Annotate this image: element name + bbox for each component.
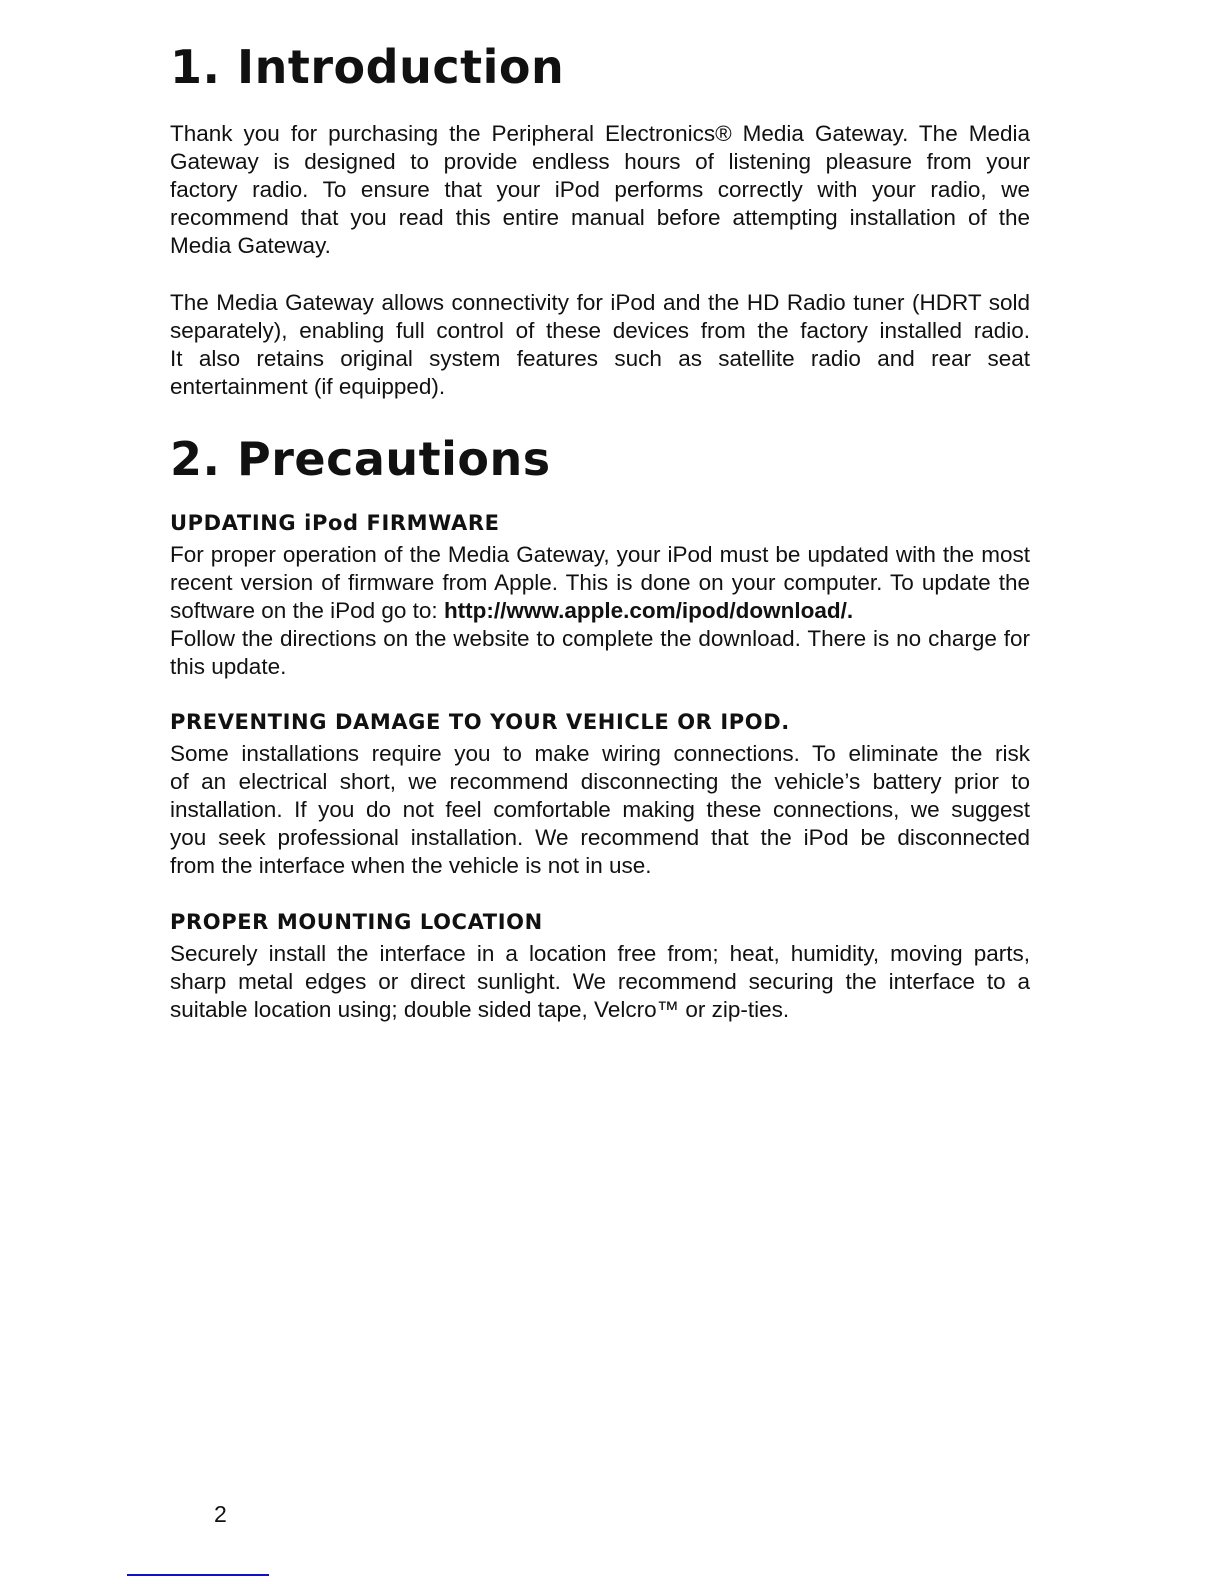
text-line: Some installations require you to make wiring connections. To eliminate the risk <box>170 741 1030 766</box>
download-url-link[interactable]: http://www.apple.com/ipod/download/. <box>443 598 854 623</box>
text-line: from the interface when the vehicle is not in use. <box>170 853 652 878</box>
subheading-damage: PREVENTING DAMAGE TO YOUR VEHICLE OR IPOD. <box>170 710 790 734</box>
text-line: Follow the directions on the website to complete the download. There is no charge for <box>170 626 1030 651</box>
text-line: Media Gateway. <box>170 233 331 258</box>
text-line: recommend that you read this entire manual before attempting installation of the <box>170 205 1030 230</box>
text-line <box>170 597 1030 625</box>
text-line: entertainment (if equipped). <box>170 374 446 399</box>
mounting-paragraph <box>170 940 1030 1024</box>
subheading-firmware: UPDATING iPod FIRMWARE <box>170 511 500 535</box>
text-line: factory radio. To ensure that your iPod performs correctly with your radio, we <box>170 177 1030 202</box>
text-line: Securely install the interface in a location free from; heat, humidity, moving parts, <box>170 941 1030 966</box>
heading-precautions: 2. Precautions <box>170 432 551 486</box>
text-line: of an electrical short, we recommend disconnecting the vehicle’s battery prior to <box>170 769 1030 794</box>
damage-paragraph <box>170 740 1030 880</box>
firmware-paragraph <box>170 541 1030 681</box>
text-line: installation. If you do not feel comfortable making these connections, we suggest <box>170 797 1030 822</box>
text-line: It also retains original system features such as satellite radio and rear seat <box>170 346 1030 371</box>
text-line: this update. <box>170 654 287 679</box>
intro-paragraph-2 <box>170 289 1030 401</box>
subheading-mounting: PROPER MOUNTING LOCATION <box>170 910 543 934</box>
page-number: 2 <box>214 1501 227 1527</box>
text-line: sharp metal edges or direct sunlight. We recommend securing the interface to a <box>170 969 1030 994</box>
text-segment: software on the iPod go to: <box>170 598 444 623</box>
text-line: Thank you for purchasing the Peripheral Electronics® Media Gateway. The Media <box>170 121 1030 146</box>
heading-introduction: 1. Introduction <box>170 40 565 94</box>
text-line: separately), enabling full control of these devices from the factory installed radio. <box>170 318 1030 343</box>
text-line: suitable location using; double sided tape, Velcro™ or zip-ties. <box>170 997 790 1022</box>
text-line: For proper operation of the Media Gateway, your iPod must be updated with the most <box>170 542 1030 567</box>
text-line: recent version of firmware from Apple. This is done on your computer. To update the <box>170 570 1030 595</box>
text-line: The Media Gateway allows connectivity for iPod and the HD Radio tuner (HDRT sold <box>170 290 1030 315</box>
intro-paragraph-1 <box>170 120 1030 260</box>
text-line: Gateway is designed to provide endless hours of listening pleasure from your <box>170 149 1030 174</box>
text-line: you seek professional installation. We recommend that the iPod be disconnected <box>170 825 1030 850</box>
footer-rule <box>127 1574 269 1576</box>
